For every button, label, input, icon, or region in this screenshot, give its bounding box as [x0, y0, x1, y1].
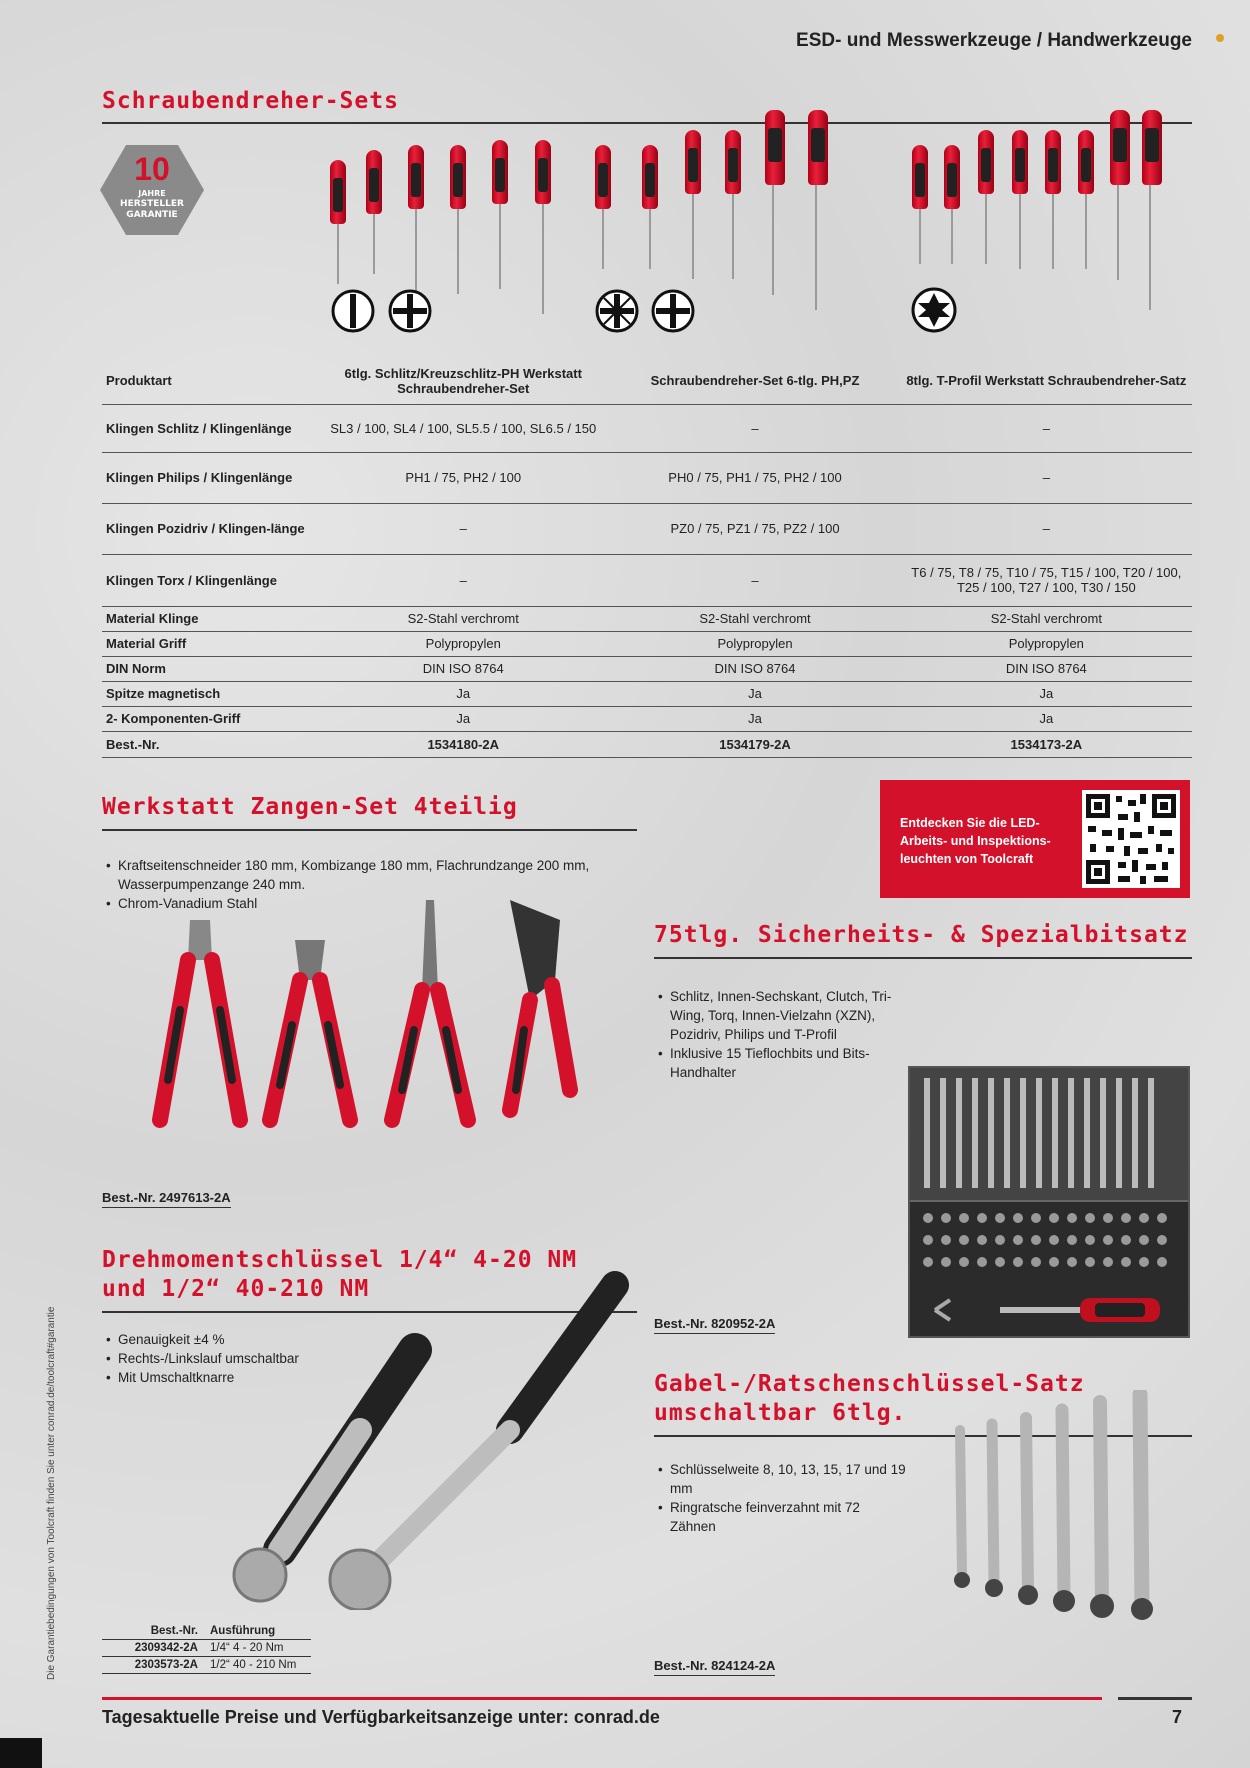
- table-cell: DIN ISO 8764: [317, 656, 609, 681]
- screwdriver-icon: [685, 130, 701, 279]
- section-divider: [102, 829, 637, 831]
- slotted-tip-icon: [330, 288, 376, 334]
- section-title-screwdrivers: Schraubendreher-Sets: [102, 88, 399, 114]
- table-cell: S2-Stahl verchromt: [609, 606, 900, 631]
- table-column-header: Schraubendreher-Set 6-tlg. PH,PZ: [609, 358, 900, 404]
- row-label: Klingen Pozidriv / Klingen-länge: [102, 503, 317, 554]
- table-cell: DIN ISO 8764: [609, 656, 900, 681]
- table-cell: PH0 / 75, PH1 / 75, PH2 / 100: [609, 452, 900, 503]
- screwdriver-icon: [808, 110, 828, 310]
- short-bits-grid: [920, 1208, 1178, 1288]
- screwdriver-icon: [1012, 130, 1028, 269]
- table-cell: Ja: [609, 681, 900, 706]
- water-pump-plier-icon: [510, 900, 570, 1110]
- row-label: DIN Norm: [102, 656, 317, 681]
- list-item: • Genauigkeit ±4 %: [104, 1330, 404, 1349]
- ratchet-order-number: Best.-Nr. 824124-2A: [654, 1658, 775, 1676]
- table-cell: –: [317, 554, 609, 606]
- page-header-title: ESD- und Messwerkzeuge / Handwerkzeuge: [796, 30, 1192, 51]
- table-cell: –: [901, 452, 1192, 503]
- screwdriver-icon: [1045, 130, 1061, 269]
- table-cell: 1/2“ 40 - 210 Nm: [204, 1657, 311, 1674]
- table-row: [102, 554, 1192, 606]
- led-promo-banner[interactable]: [880, 780, 1190, 898]
- torque-order-table: [102, 1623, 311, 1674]
- table-cell: –: [901, 503, 1192, 554]
- table-header-row: [102, 358, 1192, 404]
- badge-number: 10: [134, 151, 170, 187]
- screwdriver-icon: [765, 110, 785, 295]
- screwdriver-icon: [408, 145, 424, 294]
- table-row: [102, 503, 1192, 554]
- table-cell: 1534173-2A: [901, 731, 1192, 757]
- screwdriver-icon: [1142, 110, 1162, 310]
- table-cell: T6 / 75, T8 / 75, T10 / 75, T15 / 100, T20 / 100, T25 / 100, T27 / 100, T30 / 150: [901, 554, 1192, 606]
- section-divider: [654, 957, 1192, 959]
- brand-dot-icon: [1216, 34, 1224, 42]
- row-label: Spitze magnetisch: [102, 681, 317, 706]
- list-item: • Schlüsselweite 8, 10, 13, 15, 17 und 19 mm: [656, 1460, 906, 1498]
- combination-plier-icon: [160, 920, 240, 1120]
- list-item: • Mit Umschaltknarre: [104, 1368, 404, 1387]
- warranty-side-note: Die Garantiebedingungen von Toolcraft finden Sie unter conrad.de/toolcraft#garantie: [46, 1306, 57, 1680]
- list-item: • Inklusive 15 Tieflochbits und Bits-Handhalter: [656, 1044, 906, 1082]
- footer-rule-dark: [1118, 1697, 1192, 1700]
- table-cell: DIN ISO 8764: [901, 656, 1192, 681]
- needle-nose-plier-icon: [392, 900, 468, 1120]
- phillips-tip-icon: [650, 288, 696, 334]
- badge-line1: JAHRE: [138, 189, 166, 198]
- table-cell: 2309342-2A: [102, 1640, 204, 1657]
- table-cell: 1/4“ 4 - 20 Nm: [204, 1640, 311, 1657]
- table-cell: SL3 / 100, SL4 / 100, SL5.5 / 100, SL6.5 / 150: [317, 404, 609, 452]
- pliers-order-number: Best.-Nr. 2497613-2A: [102, 1190, 231, 1208]
- table-row: [102, 681, 1192, 706]
- table-cell: 1534180-2A: [317, 731, 609, 757]
- diagonal-cutter-icon: [270, 940, 350, 1120]
- warranty-badge: [100, 145, 204, 235]
- torque-wrench-image: [220, 1270, 640, 1610]
- screwdriver-icon: [978, 130, 994, 264]
- table-cell: –: [609, 404, 900, 452]
- screwdriver-icon: [1078, 130, 1094, 269]
- table-cell: PH1 / 75, PH2 / 100: [317, 452, 609, 503]
- screwdriver-icon: [912, 145, 928, 264]
- pozidriv-tip-icon: [594, 288, 640, 334]
- page-number: 7: [1172, 1707, 1183, 1727]
- screwdriver-icon: [1110, 110, 1130, 280]
- table-header-row: [102, 1623, 311, 1640]
- table-cell: –: [609, 554, 900, 606]
- screwdriver-icon: [330, 160, 346, 284]
- section-title-torque-line1: Drehmomentschlüssel 1/4“ 4-20 NM: [102, 1247, 578, 1273]
- row-label: Material Klinge: [102, 606, 317, 631]
- table-column-header: Best.-Nr.: [102, 1623, 204, 1640]
- list-item: • Chrom-Vanadium Stahl: [104, 894, 624, 913]
- long-bits-row: [918, 1078, 1180, 1198]
- table-cell: 2303573-2A: [102, 1657, 204, 1674]
- table-cell: –: [901, 404, 1192, 452]
- screwdriver-icon: [450, 145, 466, 294]
- corner-tab: [0, 1738, 42, 1768]
- table-row: [102, 1640, 311, 1657]
- table-cell: Polypropylen: [317, 631, 609, 656]
- row-label: Material Griff: [102, 631, 317, 656]
- table-row: [102, 1657, 311, 1674]
- table-header-label: Produktart: [102, 358, 317, 404]
- table-row: [102, 731, 1192, 757]
- table-row: [102, 606, 1192, 631]
- table-row: [102, 706, 1192, 731]
- screwdriver-icon: [642, 145, 658, 269]
- bitset-bullets: [656, 987, 906, 1082]
- pliers-set-image: [150, 900, 590, 1140]
- table-cell: PZ0 / 75, PZ1 / 75, PZ2 / 100: [609, 503, 900, 554]
- table-cell: Ja: [609, 706, 900, 731]
- table-row: [102, 404, 1192, 452]
- list-item: • Kraftseitenschneider 180 mm, Kombizange 180 mm, Flachrundzange 200 mm, Wasserpumpenzange 240 mm.: [104, 856, 624, 894]
- badge-line3: GARANTIE: [126, 210, 178, 220]
- table-row: [102, 656, 1192, 681]
- table-column-header: 8tlg. T-Profil Werkstatt Schraubendreher-Satz: [901, 358, 1192, 404]
- table-cell: S2-Stahl verchromt: [317, 606, 609, 631]
- table-row: [102, 631, 1192, 656]
- table-cell: Ja: [901, 706, 1192, 731]
- row-label: Klingen Schlitz / Klingenlänge: [102, 404, 317, 452]
- table-cell: S2-Stahl verchromt: [901, 606, 1192, 631]
- screwdriver-icon: [535, 140, 551, 314]
- section-title-bitset: 75tlg. Sicherheits- & Spezialbitsatz: [654, 922, 1189, 948]
- list-item: • Schlitz, Innen-Sechskant, Clutch, Tri-Wing, Torq, Innen-Vielzahn (XZN), Pozidriv, Philips und T-Profil: [656, 987, 906, 1044]
- bit-holder-handle: [930, 1290, 1170, 1330]
- screwdriver-set-images: [320, 115, 1180, 325]
- table-cell: Polypropylen: [901, 631, 1192, 656]
- footer-rule-red: [102, 1697, 1102, 1700]
- table-cell: Ja: [317, 681, 609, 706]
- screwdriver-icon: [944, 145, 960, 264]
- list-item: • Rechts-/Linkslauf umschaltbar: [104, 1349, 404, 1368]
- ratchet-wrench-set-image: [940, 1390, 1170, 1620]
- screwdriver-icon: [492, 140, 508, 289]
- section-title-ratchet-line1: Gabel-/Ratschenschlüssel-Satz: [654, 1371, 1085, 1397]
- table-cell: Ja: [901, 681, 1192, 706]
- section-title-ratchet-line2: umschaltbar 6tlg.: [654, 1400, 907, 1426]
- torque-wrench-large-icon: [330, 1285, 615, 1610]
- bitset-order-number: Best.-Nr. 820952-2A: [654, 1316, 775, 1334]
- phillips-tip-icon: [387, 288, 433, 334]
- table-cell: 1534179-2A: [609, 731, 900, 757]
- badge-line2: HERSTELLER: [120, 199, 184, 209]
- row-label: 2- Komponenten-Griff: [102, 706, 317, 731]
- table-cell: Polypropylen: [609, 631, 900, 656]
- table-cell: –: [317, 503, 609, 554]
- screwdriver-icon: [366, 150, 382, 274]
- section-title-torque-line2: und 1/2“ 40-210 NM: [102, 1276, 370, 1302]
- table-cell: Ja: [317, 706, 609, 731]
- qr-code-icon[interactable]: [1082, 790, 1180, 888]
- section-title-pliers: Werkstatt Zangen-Set 4teilig: [102, 794, 518, 820]
- row-label: Best.-Nr.: [102, 731, 317, 757]
- torx-tip-icon: [910, 286, 958, 334]
- table-column-header: 6tlg. Schlitz/Kreuzschlitz-PH Werkstatt Schraubendreher-Set: [317, 358, 609, 404]
- row-label: Klingen Philips / Klingenlänge: [102, 452, 317, 503]
- list-item: • Ringratsche feinverzahnt mit 72 Zähnen: [656, 1498, 906, 1536]
- bitset-case-image: [908, 1066, 1190, 1338]
- footer-text: Tagesaktuelle Preise und Verfügbarkeitsanzeige unter: conrad.de: [102, 1707, 660, 1727]
- table-row: [102, 452, 1192, 503]
- row-label: Klingen Torx / Klingenlänge: [102, 554, 317, 606]
- table-column-header: Ausführung: [204, 1623, 311, 1640]
- ratchet-bullets: [656, 1460, 906, 1536]
- promo-text: Entdecken Sie die LED-Arbeits- und Inspektions-leuchten von Toolcraft: [900, 816, 1051, 866]
- screwdriver-icon: [595, 145, 611, 269]
- screwdriver-icon: [725, 130, 741, 279]
- screwdriver-spec-table: [102, 358, 1192, 758]
